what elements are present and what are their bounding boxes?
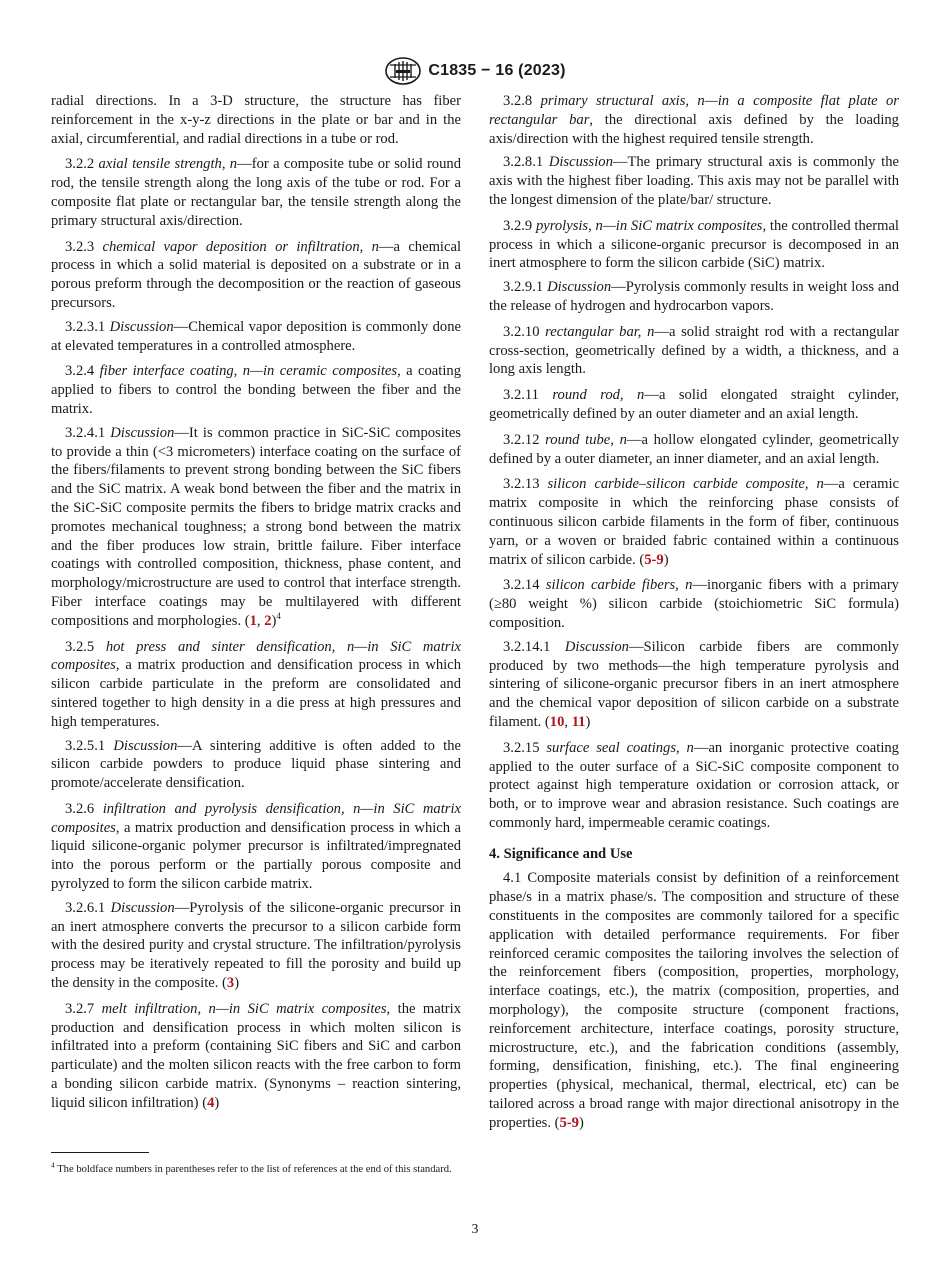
definition-3-2-6: 3.2.6 infiltration and pyrolysis densification, n—in SiC matrix composites, a matrix production and densification process in which a liquid silicone-organic polymer precursor is infiltrated/impregnated into the porous perform or the partially porous composite and pyrolyzed to form the silicon carbide matrix. [51, 800, 461, 893]
definition-3-2-15: 3.2.15 surface seal coatings, n—an inorganic protective coating applied to the outer surface of a SiC-SiC composite component to protect against high temperature oxidation or corrosion attack, or both, or to improve wear and abrasion resistance. Such coatings are commonly hard, impermeable ceramic coatings. [489, 739, 899, 831]
definition-3-2-4: 3.2.4 fiber interface coating, n—in ceramic composites, a coating applied to fibers to control the bonding between the fiber and the matrix. [51, 363, 461, 417]
reference-link[interactable]: 1 [249, 612, 257, 629]
definition-3-2-10: 3.2.10 rectangular bar, n—a solid straight rod with a rectangular cross-section, geometrically defined by a width, a thickness, and a long axis length. [489, 323, 900, 378]
definition-3-2-13: 3.2.13 silicon carbide–silicon carbide composite, n—a ceramic matrix composite in which the reinforcing phase consists of continuous silicon carbide filaments in the form of fiber, continuous yarn, or a woven or braided fabric contained within a continuous matrix of silicon carbide. (5-9) [489, 476, 900, 568]
footnote: $^4$ The boldface numbers in parentheses refer to the list of references at the end of this standard. [51, 1160, 452, 1175]
astm-logo [384, 56, 422, 86]
discussion-3-2-8-1: 3.2.8.1 Discussion—The primary structural axis is commonly the axis with the highest fiber loading. This axis may not be parallel with the longest dimension of the plate/bar/ structure. [489, 154, 899, 208]
section-heading: 4. Significance and Use [489, 845, 633, 862]
definition-3-2-11: 3.2.11 round rod, n—a solid elongated straight cylinder, geometrically defined by an outer diameter and an axial length. [489, 387, 899, 422]
definition-3-2-3: 3.2.3 chemical vapor deposition or infiltration, n—a chemical process in which a solid material is deposited on a substrate or in a porous preform through the decomposition or the reaction of gaseous precursors. [51, 238, 461, 311]
discussion-3-2-3-1: 3.2.3.1 Discussion—Chemical vapor deposition is commonly done at elevated temperatures in a controlled atmosphere. [51, 318, 461, 354]
right-column [489, 92, 899, 1138]
definition-3-2-12: 3.2.12 round tube, n—a hollow elongated cylinder, geometrically defined by a outer diameter, an inner diameter, and an axial length. [489, 431, 899, 467]
reference-link[interactable]: 2 [264, 612, 272, 629]
discussion-3-2-9-1: 3.2.9.1 Discussion—Pyrolysis commonly results in weight loss and the release of hydrogen and hydrocarbon vapors. [489, 279, 899, 314]
paragraph-4-1: 4.1 Composite materials consist by definition of a reinforcement phase/s in a matrix phase/s. The composition and structure of these constituents in the composites are commonly tailored for a specific application with detailed performance requirements. For fiber reinforced ceramic composites the tailoring involves the selection of the reinforcement fibers (composition, properties, morphology, interface coatings, etc.), the matrix (composition, properties, and morphology), the composite structure (component fractions, reinforcement architecture, interface coatings, porosity structure, microstructure, etc.), and the fabrication conditions (assembly, forming, densification, finishing, etc.). The final engineering properties (physical, mechanical, thermal, electrical, etc) can be tailored across a broad range with major directional anisotropy in the properties. (5-9) [489, 870, 899, 1131]
footnote-marker: 4 [276, 610, 281, 621]
reference-link[interactable]: 3 [226, 975, 235, 992]
definition-3-2-5: 3.2.5 hot press and sinter densification, n—in SiC matrix composites, a matrix production and densification process in which silicon carbide particulate in the preform are consolidated and sintered together to high density in a die press at high pressures and high temperatures. [51, 638, 461, 730]
discussion-3-2-14-1: 3.2.14.1 Discussion—Silicon carbide fibers are commonly produced by two methods—the high temperature pyrolysis and sintering of silicone-organic precursor fibers in an inert atmosphere and the chemical vapor deposition of silicon carbide on a substrate filament. (10, 11) [489, 638, 899, 730]
reference-link[interactable]: 11 [571, 713, 586, 730]
page-header [0, 56, 950, 86]
reference-link[interactable]: 5-9 [559, 1114, 579, 1131]
reference-link[interactable]: 5-9 [644, 551, 664, 568]
definition-3-2-7: 3.2.7 melt infiltration, n—in SiC matrix composites, the matrix production and densification process in which molten silicon is infiltrated into a preform (containing SiC fibers and SiC and carbon particulate) and the molten silicon reacts with the free carbon to form a bonding silicon carbide matrix. (Synonyms – reaction sintering, liquid silicon infiltration) (4) [51, 1000, 462, 1111]
definition-3-2-9: 3.2.9 pyrolysis, n—in SiC matrix composites, the controlled thermal process in which a silicone-organic precursor is decomposed in an inert atmosphere to form the silicon carbide (SiC) matrix. [489, 217, 899, 272]
discussion-3-2-6-1: 3.2.6.1 Discussion—Pyrolysis of the silicone-organic precursor in an inert atmosphere converts the precursor to a silicon carbide form with the desired purity and crystal structure. The infiltration/pyrolysis process may be iteratively repeated to fill the porosity and build up the density in the composite. (3) [51, 899, 461, 992]
reference-link[interactable]: 10 [549, 713, 565, 730]
paragraph: radial directions. In a 3-D structure, the structure has fiber reinforcement in the x-y-z directions in the plate or bar and in the axial, circumferential, and radial directions in a tube or rod. [51, 93, 461, 147]
definition-3-2-14: 3.2.14 silicon carbide fibers, n—inorganic fibers with a primary (≥80 weight %) silicon carbide (stoichiometric SiC formula) composition. [489, 577, 899, 631]
document-id: C1835 − 16 (2023) [428, 62, 566, 79]
discussion-3-2-5-1: 3.2.5.1 Discussion—A sintering additive is often added to the silicon carbide powders to produce liquid phase sintering and promote/accelerate densification. [51, 737, 461, 792]
left-column [51, 92, 461, 1118]
page-number: 3 [471, 1221, 479, 1236]
footnote-divider [51, 1152, 149, 1153]
reference-link[interactable]: 4 [207, 1094, 215, 1111]
definition-3-2-8: 3.2.8 primary structural axis, n—in a composite flat plate or rectangular bar, the directional axis defined by the loading axis/direction with the highest required tensile strength. [489, 93, 899, 147]
definition-3-2-2: 3.2.2 axial tensile strength, n—for a composite tube or solid round rod, the tensile strength along the long axis of the tube or rod. For a composite flat plate or rectangular bar, the tensile strength along the primary structural axis/direction. [51, 156, 461, 229]
discussion-3-2-4-1: 3.2.4.1 Discussion—It is common practice in SiC-SiC composites to provide a thin (<3 micrometers) interface coating on the surface of the fibers/filaments to prevent strong bonding between the SiC fibers and the SiC matrix. A weak bond between the fiber and the matrix in the SiC-SiC composite permits the fibers to bridge matrix cracks and promotes mechanical toughness; a strong bond between the matrix and the fiber produces low strain, brittle failure. Fiber interface coatings with controlled composition, thickness, phase content, and morphology/microstructure are used to control that interface strength. Fiber interface coatings may be multilayered with different compositions and morphologies. (1, 2)$^4$ [51, 424, 461, 629]
